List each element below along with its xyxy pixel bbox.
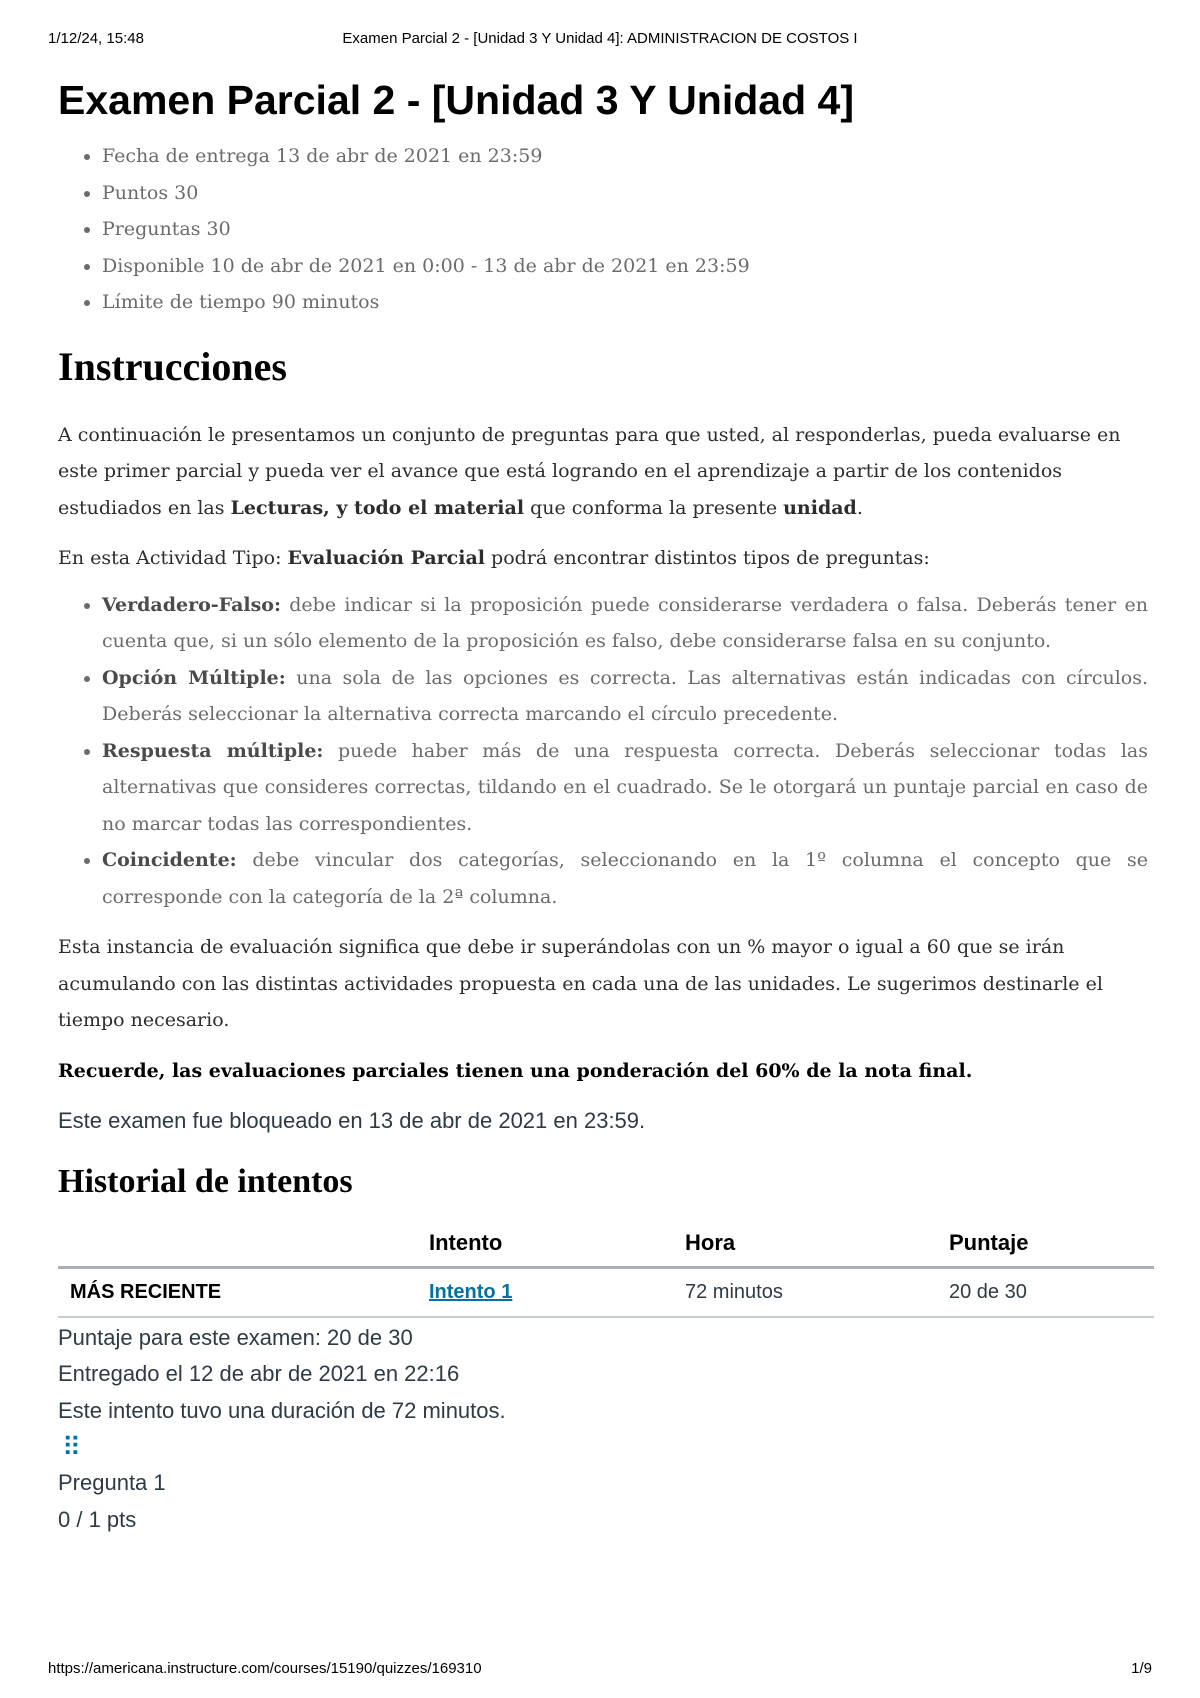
instructions-paragraph-4: Recuerde, las evaluaciones parciales tienen una ponderación del 60% de la nota final. (58, 1059, 973, 1082)
instructions-paragraph-3: Esta instancia de evaluación significa que debe ir superándolas con un % mayor o igual a 60 que se irán acumulando con las distintas actividades propuesta en cada una de las unidades. Le sugerimos destinarle el tiempo necesario. (58, 936, 1103, 1031)
type-description: debe indicar si la proposición puede considerarse verdadera o falsa. Deberás tener en cuenta que, si un sólo elemento de la proposición es falso, debe considerarse falsa en su conjunto. (102, 593, 1148, 652)
column-header-attempt: Intento (429, 1229, 503, 1255)
type-label: Respuesta múltiple: (102, 739, 324, 762)
p1-bold-lecturas: Lecturas, y todo el material (230, 496, 525, 519)
p1-text-c: que conforma la presente (524, 496, 784, 519)
time-cell: 72 minutos (673, 1267, 937, 1317)
type-multiple-choice (102, 660, 1148, 733)
drag-handle-icon[interactable]: ⠿ (62, 1432, 82, 1462)
detail-points: • Puntos 30 (102, 175, 1148, 212)
lock-notice: Este examen fue bloqueado en 13 de abr de 2021 en 23:59. (58, 1108, 646, 1133)
quiz-title: Examen Parcial 2 - [Unidad 3 Y Unidad 4] (58, 77, 854, 123)
instructions-heading: Instrucciones (58, 343, 287, 389)
type-label: Verdadero-Falso: (102, 593, 281, 616)
p2-text-c: podrá encontrar distintos tipos de preguntas: (485, 547, 930, 569)
table-header-row (58, 1224, 1154, 1268)
attempt-history-table (58, 1224, 1154, 1318)
instructions-paragraph-1 (58, 417, 1148, 527)
type-label: Coincidente: (102, 849, 237, 871)
type-matching (102, 842, 1148, 915)
attempt-cell (417, 1267, 673, 1317)
print-footer (48, 1660, 1152, 1677)
type-description: una sola de las opciones es correcta. Las alternativas están indicadas con círculos. Deberás seleccionar la alternativa correcta marcando el círculo precedente. (102, 666, 1149, 725)
p2-bold-evaluacion: Evaluación Parcial (287, 547, 485, 569)
type-description: puede haber más de una respuesta correcta. Deberás seleccionar todas las alternativas que consideres correctas, tildando en el cuadrado. Se le otorgará un puntaje parcial en caso de no marcar todas las correspondientes. (102, 739, 1148, 835)
column-header-blank (58, 1224, 417, 1268)
print-page-number: 1/9 (1131, 1660, 1152, 1677)
p1-text-a: A continuación le presentamos un conjunto de preguntas para que usted, al responderlas, pueda evaluarse en este primer parcial y pueda ver el avance que está logrando en el aprendizaje a partir de los contenidos estudiados en las (58, 423, 1121, 519)
quiz-score-summary: Puntaje para este examen: 20 de 30 (58, 1324, 413, 1350)
table-row (58, 1267, 1154, 1317)
type-label: Opción Múltiple: (102, 666, 286, 689)
p1-bold-unidad: unidad (783, 496, 857, 519)
p2-text-a: En esta Actividad Tipo: (58, 547, 288, 569)
quiz-content (58, 70, 1148, 1538)
column-header-score: Puntaje (949, 1229, 1029, 1255)
attempt-link[interactable]: Intento 1 (429, 1280, 513, 1303)
print-url: https://americana.instructure.com/courses/15190/quizzes/169310 (48, 1660, 482, 1677)
most-recent-label: MÁS RECIENTE (58, 1267, 417, 1317)
quiz-details-list (58, 138, 1148, 321)
print-datetime: 1/12/24, 15:48 (48, 30, 144, 47)
column-header-time: Hora (685, 1229, 736, 1255)
question-types-list (58, 587, 1148, 916)
detail-questions: • Preguntas 30 (102, 211, 1148, 248)
type-description: debe vincular dos categorías, seleccionando en la 1º columna el concepto que se corresponde con la categoría de la 2ª columna. (102, 849, 1148, 908)
submitted-date: Entregado el 12 de abr de 2021 en 22:16 (58, 1361, 460, 1386)
type-true-false (102, 587, 1148, 660)
attempt-duration: Este intento tuvo una duración de 72 minutos. (58, 1397, 506, 1423)
detail-available: • Disponible 10 de abr de 2021 en 0:00 - 13 de abr de 2021 en 23:59 (102, 248, 1148, 285)
type-multiple-answer (102, 733, 1148, 843)
detail-time-limit: • Límite de tiempo 90 minutos (102, 284, 1148, 321)
question-points: 0 / 1 pts (58, 1506, 137, 1532)
p1-text-e: . (856, 496, 863, 519)
detail-due-date: • Fecha de entrega 13 de abr de 2021 en 23:59 (102, 138, 1148, 175)
instructions-paragraph-2 (58, 540, 1148, 577)
question-title: Pregunta 1 (58, 1470, 166, 1495)
print-page-title: Examen Parcial 2 - [Unidad 3 Y Unidad 4]: ADMINISTRACION DE COSTOS I (342, 30, 858, 47)
history-heading: Historial de intentos (58, 1162, 353, 1200)
score-cell: 20 de 30 (937, 1267, 1154, 1317)
